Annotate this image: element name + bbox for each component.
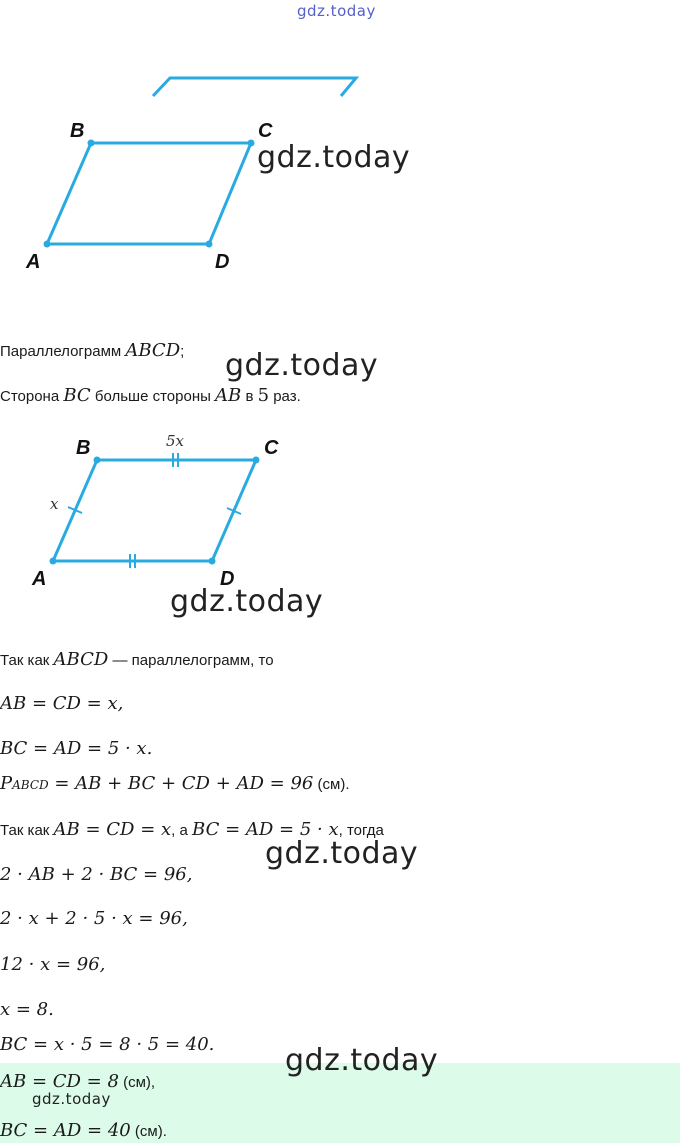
label-a-2: A	[32, 568, 47, 590]
vertex-a-2	[50, 558, 57, 565]
eq-step-2: 2 · x + 2 · 5 · x = 96,	[0, 908, 188, 929]
line-then: Так как AB = CD = x, а BC = AD = 5 · x, тогда	[0, 819, 384, 840]
vertex-c-2	[253, 457, 260, 464]
vertex-b	[88, 140, 95, 147]
label-side-ab: x	[50, 495, 59, 513]
parallelogram-abcd	[47, 143, 251, 244]
label-c: C	[258, 120, 273, 142]
watermark-1: gdz.today	[257, 140, 411, 175]
vertex-a	[44, 241, 51, 248]
vertex-d-2	[209, 558, 216, 565]
parallelogram-figure-2	[0, 420, 680, 600]
line-since: Так как ABCD — параллелограмм, то	[0, 649, 274, 670]
watermark-2: gdz.today	[225, 348, 379, 383]
line-parallelogram: Параллелограмм ABCD;	[0, 340, 185, 361]
label-side-bc: 5x	[166, 432, 185, 450]
watermark-3: gdz.today	[170, 584, 324, 619]
watermark-4: gdz.today	[265, 836, 419, 871]
label-d-2: D	[220, 568, 235, 590]
eq-step-5: BC = x · 5 = 8 · 5 = 40.	[0, 1034, 215, 1055]
parallelogram-abcd-2	[53, 460, 256, 561]
watermark-5: gdz.today	[285, 1043, 439, 1078]
eq-perimeter: PABCD = AB + BC + CD + AD = 96 (см).	[0, 773, 350, 794]
vertex-d	[206, 241, 213, 248]
eq-step-3: 12 · x = 96,	[0, 954, 106, 975]
label-c-2: C	[264, 437, 279, 459]
watermark-top: gdz.today	[297, 2, 376, 20]
vertex-b-2	[94, 457, 101, 464]
line-side-ratio: Сторона BC больше стороны AB в 5 раз.	[0, 385, 301, 406]
watermark-6: gdz.today	[32, 1090, 111, 1108]
eq-step-1: 2 · AB + 2 · BC = 96,	[0, 864, 193, 885]
label-b: B	[70, 120, 85, 142]
label-a: A	[26, 251, 41, 273]
eq-bc-ad: BC = AD = 5 · x.	[0, 738, 153, 759]
answer-bc-ad: BC = AD = 40 (см).	[0, 1120, 167, 1141]
label-b-2: B	[76, 437, 91, 459]
vertex-c	[248, 140, 255, 147]
eq-ab-cd: AB = CD = x,	[0, 693, 124, 714]
label-d: D	[215, 251, 230, 273]
answer-ab-cd: AB = CD = 8 (см),	[0, 1071, 156, 1092]
cropped-figure-edge	[153, 78, 356, 96]
eq-step-4: x = 8.	[0, 999, 54, 1020]
